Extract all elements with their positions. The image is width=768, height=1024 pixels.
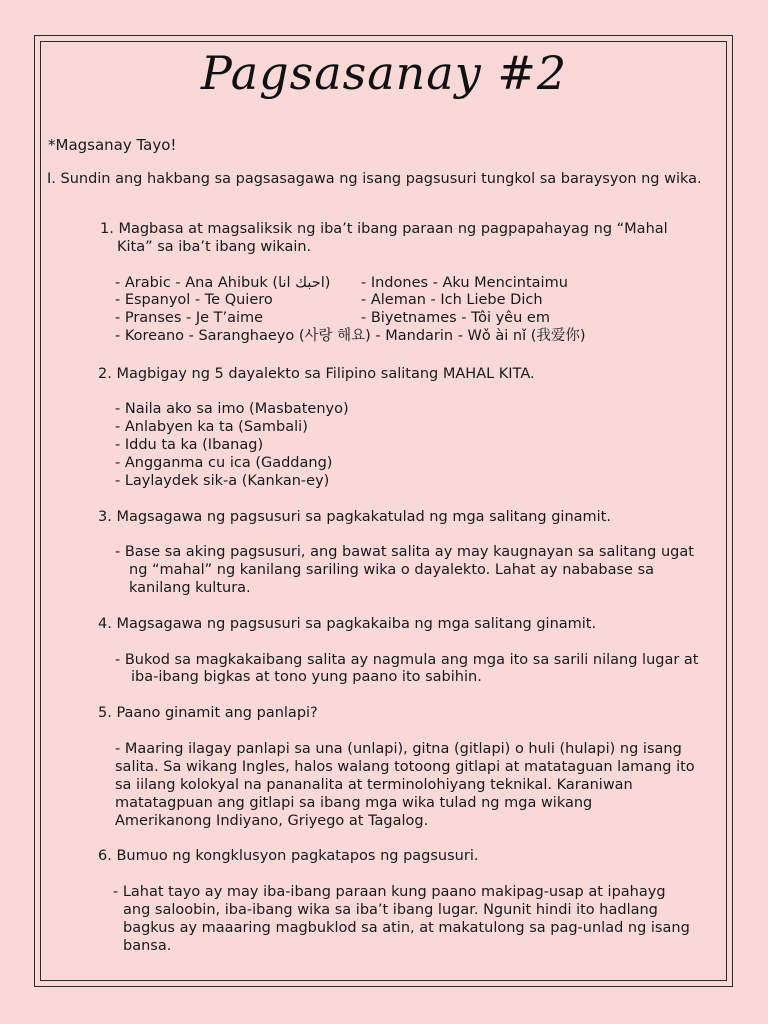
s5-line-5: Amerikanong Indiyano, Griyego at Tagalog. [115,813,429,829]
s1-line-2: Kita” sa iba’t ibang wikain. [117,239,312,255]
s2-heading: 2. Magbigay ng 5 dayalekto sa Filipino salitang MAHAL KITA. [98,366,535,382]
s1-right-2: - Aleman - Ich Liebe Dich [361,292,543,308]
s2-item-3: - Iddu ta ka (Ibanag) [115,437,264,453]
s6-line-4: bansa. [123,938,172,954]
s6-line-2: ang saloobin, iba-ibang wika sa iba’t ibang lugar. Ngunit hindi ito hadlang [123,902,658,918]
s1-right-3: - Biyetnames - Tôi yêu em [361,310,550,326]
s2-item-5: - Laylaydek sik-a (Kankan-ey) [115,473,330,489]
s1-left-4: - Koreano - Saranghaeyo (사랑 해요) - Mandarin - Wǒ ài nǐ (我爱你) [115,328,586,344]
intro-text: *Magsanay Tayo! [48,136,177,154]
page-title: Pagsasanay #2 [200,46,568,100]
s3-line-1: - Base sa aking pagsusuri, ang bawat salita ay may kaugnayan sa salitang ugat [115,544,694,560]
s5-line-2: salita. Sa wikang Ingles, halos walang totoong gitlapi at matataguan lamang ito [115,759,695,775]
s1-left-2: - Espanyol - Te Quiero [115,292,273,308]
s6-line-1: - Lahat tayo ay may iba-ibang paraan kung paano makipag-usap at ipahayg [113,884,666,900]
s4-line-1: - Bukod sa magkakaibang salita ay nagmula ang mga ito sa sarili nilang lugar at [115,652,699,668]
s5-line-4: matatagpuan ang gitlapi sa ibang mga wika tulad ng mga wikang [115,795,593,811]
s1-left-1: - Arabic - Ana Ahibuk (احبك انا) [115,275,331,291]
s6-line-3: bagkus ay maaaring magbuklod sa atin, at makatulong sa pag-unlad ng isang [123,920,690,936]
s6-heading: 6. Bumuo ng kongklusyon pagkatapos ng pagsusuri. [98,848,479,864]
s5-line-3: sa iilang kolokyal na pananalita at terminolohiyang teknikal. Karaniwan [115,777,633,793]
s2-item-2: - Anlabyen ka ta (Sambali) [115,419,308,435]
s3-heading: 3. Magsagawa ng pagsusuri sa pagkakatulad ng mga salitang ginamit. [98,509,611,525]
s5-heading: 5. Paano ginamit ang panlapi? [98,705,318,721]
s3-line-3: kanilang kultura. [129,580,251,596]
s4-heading: 4. Magsagawa ng pagsusuri sa pagkakaiba ng mga salitang ginamit. [98,616,597,632]
s2-item-4: - Angganma cu ica (Gaddang) [115,455,333,471]
s4-line-2: iba-ibang bigkas at tono yung paano ito sabihin. [131,669,482,685]
s3-line-2: ng “mahal” ng kanilang sariling wika o dayalekto. Lahat ay nababase sa [129,562,655,578]
s1-line-1: 1. Magbasa at magsaliksik ng iba’t ibang paraan ng pagpapahayag ng “Mahal [100,221,668,237]
s1-left-3: - Pranses - Je T’aime [115,310,264,326]
s2-item-1: - Naila ako sa imo (Masbatenyo) [115,401,349,417]
s1-right-1: - Indones - Aku Mencintaimu [361,275,568,291]
s5-line-1: - Maaring ilagay panlapi sa una (unlapi), gitna (gitlapi) o huli (hulapi) ng isang [115,741,682,757]
instruction-text: I. Sundin ang hakbang sa pagsasagawa ng isang pagsusuri tungkol sa baraysyon ng wika. [47,171,702,187]
